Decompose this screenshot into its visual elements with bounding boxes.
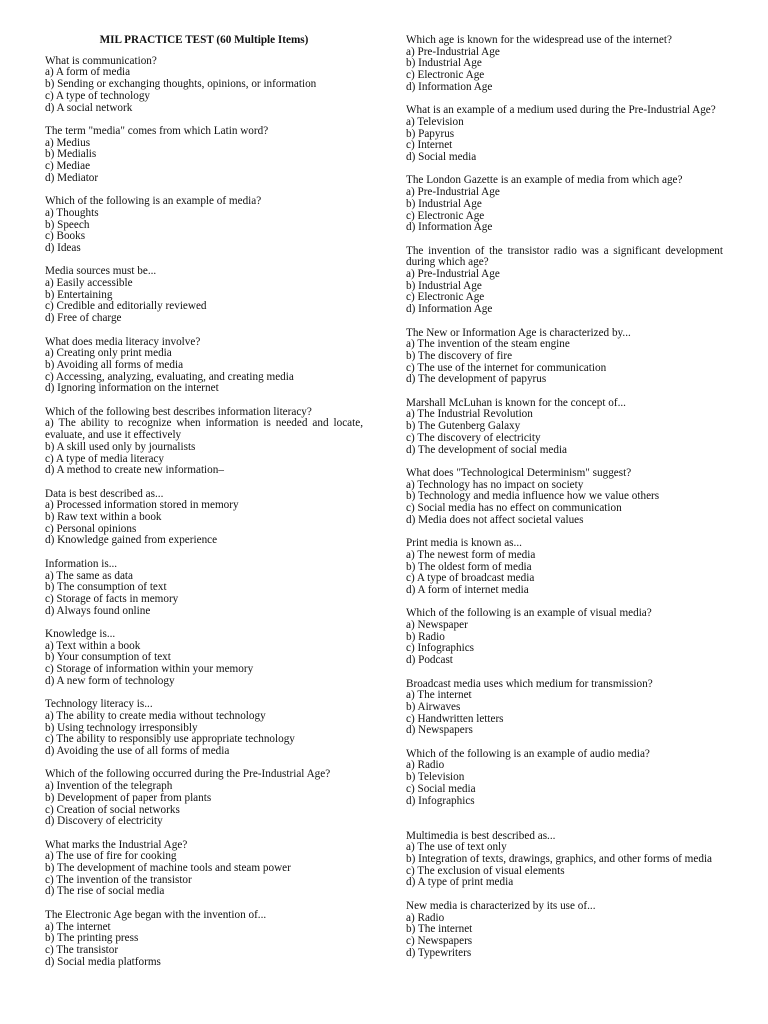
answer-choice: b) Industrial Age xyxy=(406,197,482,210)
answer-choice: b) Industrial Age xyxy=(406,279,482,292)
answer-choice: b) Papyrus xyxy=(406,127,455,140)
answer-choice: c) Social media has no effect on communication xyxy=(406,502,622,515)
answer-choice: c) Electronic Age xyxy=(406,291,485,304)
question-block xyxy=(45,407,363,477)
answer-choice: a) Processed information stored in memory xyxy=(45,499,239,512)
answer-choice: b) The Gutenberg Galaxy xyxy=(406,420,521,433)
question-text: The New or Information Age is characterized by... xyxy=(406,326,631,339)
question-block xyxy=(45,559,363,618)
question-text: Marshall McLuhan is known for the concept of... xyxy=(406,396,626,409)
answer-choice: b) The development of machine tools and steam power xyxy=(45,862,291,875)
answer-choice: a) The use of fire for cooking xyxy=(45,850,177,863)
answer-choice: d) Information Age xyxy=(406,221,493,234)
answer-choice: d) Always found online xyxy=(45,604,151,617)
question-text: The Electronic Age began with the invention of... xyxy=(45,908,267,921)
answer-choice: d) The rise of social media xyxy=(45,885,165,898)
answer-choice: d) Free of charge xyxy=(45,312,122,325)
answer-choice: b) Entertaining xyxy=(45,288,113,301)
question-text: Information is... xyxy=(45,557,118,570)
answer-choice: d) A form of internet media xyxy=(406,583,529,596)
answer-choice: d) Information Age xyxy=(406,303,493,316)
question-block xyxy=(45,489,363,548)
question-text: Which of the following best describes information literacy? xyxy=(45,405,312,418)
answer-choice: b) Sending or exchanging thoughts, opinions, or information xyxy=(45,78,317,91)
answer-choice: c) The ability to responsibly use appropriate technology xyxy=(45,733,295,746)
answer-choice: a) Pre-Industrial Age xyxy=(406,186,500,199)
answer-choice: d) Media does not affect societal values xyxy=(406,513,584,526)
answer-choice: b) The discovery of fire xyxy=(406,349,513,362)
question-text: The invention of the transistor radio was a significant development during which age? xyxy=(406,244,723,269)
question-text: What marks the Industrial Age? xyxy=(45,838,188,851)
answer-choice: c) The exclusion of visual elements xyxy=(406,864,565,877)
answer-choice: d) Typewriters xyxy=(406,946,472,959)
answer-choice: a) The invention of the steam engine xyxy=(406,338,570,351)
answer-choice: d) Ignoring information on the internet xyxy=(45,382,219,395)
answer-choice: a) The ability to recognize when information is needed and locate, evaluate, and use it effectively xyxy=(45,417,363,442)
answer-choice: b) A skill used only by journalists xyxy=(45,440,196,453)
question-block xyxy=(45,56,363,115)
answer-choice: c) Creation of social networks xyxy=(45,803,180,816)
question-text: What is communication? xyxy=(45,54,157,67)
question-text: New media is characterized by its use of... xyxy=(406,899,596,912)
answer-choice: d) Infographics xyxy=(406,794,475,807)
question-text: The London Gazette is an example of media from which age? xyxy=(406,174,683,187)
answer-choice: d) The development of social media xyxy=(406,443,568,456)
answer-choice: a) Creating only print media xyxy=(45,347,172,360)
answer-choice: a) Invention of the telegraph xyxy=(45,780,173,793)
answer-choice: a) The Industrial Revolution xyxy=(406,408,533,421)
question-text: Knowledge is... xyxy=(45,628,116,641)
answer-choice: d) Podcast xyxy=(406,654,453,667)
question-block xyxy=(45,126,363,185)
answer-choice: c) Internet xyxy=(406,139,453,152)
question-text: The term "media" comes from which Latin word? xyxy=(45,124,269,137)
answer-choice: b) The oldest form of media xyxy=(406,560,532,573)
answer-choice: c) Electronic Age xyxy=(406,209,485,222)
answer-choice: c) Storage of facts in memory xyxy=(45,592,179,605)
answer-choice: b) Raw text within a book xyxy=(45,511,162,524)
question-block xyxy=(406,831,723,890)
question-block xyxy=(45,699,363,758)
document-title: MIL PRACTICE TEST (60 Multiple Items) xyxy=(99,34,309,46)
answer-choice: b) Technology and media influence how we value others xyxy=(406,490,660,503)
answer-choice: c) Social media xyxy=(406,782,476,795)
answer-choice: b) The consumption of text xyxy=(45,581,167,594)
answer-choice: d) Social media platforms xyxy=(45,955,161,968)
answer-choice: c) Credible and editorially reviewed xyxy=(45,300,207,313)
answer-choice: b) Integration of texts, drawings, graphics, and other forms of media xyxy=(406,853,713,866)
answer-choice: b) The internet xyxy=(406,923,473,936)
question-block xyxy=(406,468,723,527)
answer-choice: c) Mediae xyxy=(45,160,91,173)
question-block xyxy=(406,608,723,667)
answer-choice: d) A social network xyxy=(45,101,133,114)
answer-choice: c) A type of technology xyxy=(45,89,151,102)
answer-choice: a) The newest form of media xyxy=(406,548,536,561)
answer-choice: a) The internet xyxy=(406,689,472,702)
question-block xyxy=(406,175,723,234)
question-text: Which of the following is an example of media? xyxy=(45,195,262,208)
answer-choice: a) Radio xyxy=(406,911,445,924)
answer-choice: d) Social media xyxy=(406,151,477,164)
answer-choice: c) The discovery of electricity xyxy=(406,431,541,444)
question-text: What does media literacy involve? xyxy=(45,335,201,348)
question-block xyxy=(406,398,723,457)
question-text: Which age is known for the widespread use of the internet? xyxy=(406,34,672,46)
answer-choice: c) Personal opinions xyxy=(45,522,137,535)
answer-choice: c) A type of broadcast media xyxy=(406,572,535,585)
question-block xyxy=(406,105,723,164)
answer-choice: a) Easily accessible xyxy=(45,277,133,290)
answer-choice: b) Your consumption of text xyxy=(45,651,171,664)
right-column xyxy=(406,35,723,971)
answer-choice: b) The printing press xyxy=(45,932,139,945)
answer-choice: c) Electronic Age xyxy=(406,69,485,82)
answer-choice: b) Radio xyxy=(406,630,445,643)
answer-choice: d) The development of papyrus xyxy=(406,373,547,386)
answer-choice: a) The same as data xyxy=(45,569,134,582)
blank-gap xyxy=(406,819,723,831)
answer-choice: a) The ability to create media without technology xyxy=(45,709,266,722)
answer-choice: b) Development of paper from plants xyxy=(45,791,212,804)
answer-choice: c) Accessing, analyzing, evaluating, and creating media xyxy=(45,370,294,383)
answer-choice: b) Airwaves xyxy=(406,700,461,713)
answer-choice: d) Mediator xyxy=(45,171,99,184)
answer-choice: d) Avoiding the use of all forms of media xyxy=(45,745,230,758)
answer-choice: a) The use of text only xyxy=(406,841,507,854)
answer-choice: d) A method to create new information– xyxy=(45,464,224,477)
answer-choice: d) Information Age xyxy=(406,80,493,93)
question-text: What is an example of a medium used during the Pre-Industrial Age? xyxy=(406,104,716,117)
question-block xyxy=(45,337,363,396)
question-block xyxy=(406,328,723,387)
question-block xyxy=(406,246,723,316)
left-column xyxy=(45,35,363,980)
question-text: Which of the following occurred during the Pre-Industrial Age? xyxy=(45,768,331,781)
answer-choice: c) Storage of information within your memory xyxy=(45,663,254,676)
answer-choice: a) Newspaper xyxy=(406,619,468,632)
answer-choice: c) Handwritten letters xyxy=(406,712,504,725)
answer-choice: c) The invention of the transistor xyxy=(45,873,192,886)
answer-choice: d) Discovery of electricity xyxy=(45,815,163,828)
answer-choice: a) The internet xyxy=(45,920,111,933)
answer-choice: c) A type of media literacy xyxy=(45,452,164,465)
answer-choice: d) A type of print media xyxy=(406,876,514,889)
question-block xyxy=(45,769,363,828)
answer-choice: a) Technology has no impact on society xyxy=(406,478,584,491)
question-block xyxy=(45,266,363,325)
answer-choice: c) Newspapers xyxy=(406,934,473,947)
answer-choice: d) Newspapers xyxy=(406,724,473,737)
answer-choice: c) Infographics xyxy=(406,642,475,655)
question-text: Print media is known as... xyxy=(406,537,522,550)
answer-choice: b) Television xyxy=(406,771,465,784)
question-text: What does "Technological Determinism" suggest? xyxy=(406,466,632,479)
answer-choice: b) Avoiding all forms of media xyxy=(45,358,184,371)
answer-choice: c) The use of the internet for communication xyxy=(406,361,607,374)
answer-choice: b) Speech xyxy=(45,218,90,231)
answer-choice: b) Using technology irresponsibly xyxy=(45,721,198,734)
answer-choice: a) Thoughts xyxy=(45,206,99,219)
question-block xyxy=(406,538,723,597)
answer-choice: d) Knowledge gained from experience xyxy=(45,534,218,547)
question-block xyxy=(45,196,363,255)
question-block xyxy=(406,35,723,94)
answer-choice: b) Medialis xyxy=(45,148,97,161)
question-block xyxy=(406,749,723,808)
question-text: Which of the following is an example of audio media? xyxy=(406,747,650,760)
answer-choice: b) Industrial Age xyxy=(406,57,482,70)
question-block xyxy=(45,910,363,969)
answer-choice: a) Pre-Industrial Age xyxy=(406,45,500,58)
answer-choice: a) Radio xyxy=(406,759,445,772)
question-block xyxy=(406,679,723,738)
answer-choice: a) Pre-Industrial Age xyxy=(406,268,500,281)
question-text: Broadcast media uses which medium for transmission? xyxy=(406,677,653,690)
question-text: Technology literacy is... xyxy=(45,698,153,711)
question-block xyxy=(45,840,363,899)
answer-choice: a) A form of media xyxy=(45,66,131,79)
answer-choice: d) Ideas xyxy=(45,241,81,254)
answer-choice: a) Text within a book xyxy=(45,639,141,652)
answer-choice: c) The transistor xyxy=(45,943,119,956)
question-text: Media sources must be... xyxy=(45,265,157,278)
answer-choice: a) Medius xyxy=(45,136,91,149)
question-text: Multimedia is best described as... xyxy=(406,829,556,842)
answer-choice: d) A new form of technology xyxy=(45,674,175,687)
question-block xyxy=(406,901,723,960)
question-text: Data is best described as... xyxy=(45,487,164,500)
question-block xyxy=(45,629,363,688)
question-text: Which of the following is an example of visual media? xyxy=(406,607,652,620)
answer-choice: a) Television xyxy=(406,115,464,128)
answer-choice: c) Books xyxy=(45,230,86,243)
